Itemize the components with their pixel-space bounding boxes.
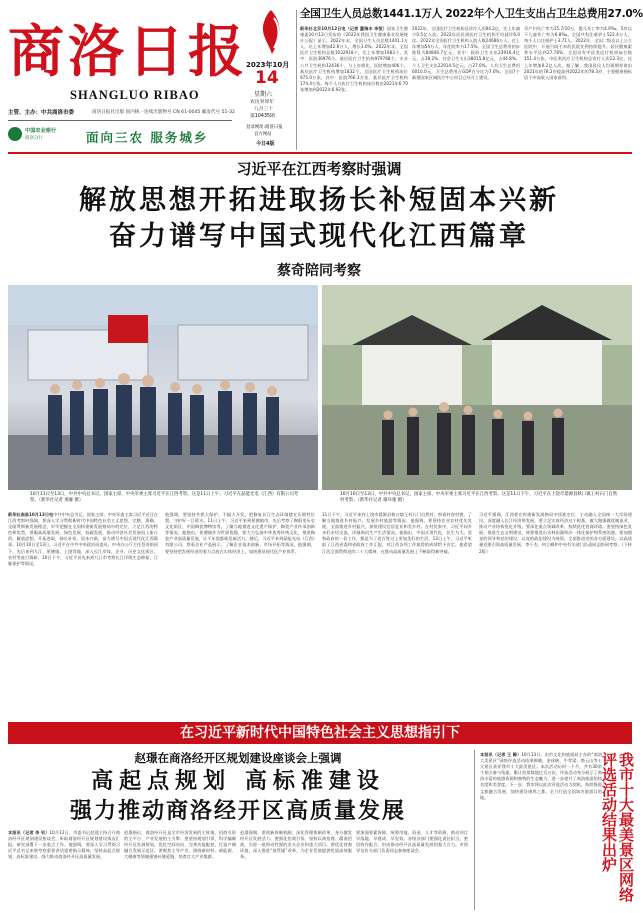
main-body-col-1: 新华社南昌10月13日电中共中央总书记、国家主席、中央军委主席习近平近日在江西考察时强调，要深入学习贯彻新时代中国特色社会主义思想，完整、准确、全面贯彻新发展理念，牢牢把握在全国构建新发展格局中的定位，立足江西的特色和优势，着眼高质量发展、绿色发展、低碳发展，推动经济社会发展再上新台阶，解放思想、开拓进取，扬长补短、固本兴新，奋力谱写中国式现代化江西篇章。10月10日至13日，习近平在中共中央政治局委员、中央办公厅主任蔡奇陪同下，先后来到九江、景德镇、上饶等地，深入长江岸线、企业、历史文化街区、农村等进行调研。10日下午，习近平首先来到九江市考察长江岸线生态修复、江豚保护等情况。 — [8, 512, 158, 566]
caption-right-credit: （新华社记者 谢环驰 摄） — [357, 498, 407, 503]
caption-left — [30, 492, 300, 504]
newspaper-emblem — [250, 8, 292, 56]
bank-name: 中国农业银行 — [25, 128, 57, 134]
main-subhead: 蔡奇陪同考察 — [277, 263, 361, 279]
second-kicker: 赵璟在商洛经开区规划建设座谈会上强调 — [134, 751, 342, 765]
date-divider — [296, 10, 297, 150]
lunar-date-2: 八月三十 — [254, 107, 274, 112]
masthead-info: 商洛日报社出版 国内统一连续出版物号 CN 61-0045 邮发代号 51-32 — [92, 110, 235, 115]
issue-number: 第10435期 — [250, 114, 275, 119]
main-headline-2: 奋力谱写中国式现代化江西篇章 — [109, 221, 529, 252]
caption-left-text: 10月11日至13日，中共中央总书记、国家主席、中央军委主席习近平在江西考察。这是11日上午，习近平在晶能光电（江西）有限公司考察。 — [30, 492, 299, 503]
side-story-divider — [474, 750, 475, 910]
main-kicker: 习近平在江西考察时强调 — [236, 160, 402, 178]
masthead-rule — [8, 120, 232, 121]
photo-village-visit — [322, 285, 632, 490]
top-story — [300, 6, 643, 150]
main-body-col-4: 习近平强调，江西要在构建新发展格局中找准定位，主动融入全国统一大市场建设，深度融入长江经济带发展。要立足实体经济这个根基，做大做强做优制造业，推动产业结构优化升级。要深化重点领域改革，持续优化营商环境。要坚持绿色发展，推进生态文明建设，统筹推进山水林田湖草沙一体化保护和系统治理。要加强党的领导和党的建设，以党的政治建设为统领，全面推进党的各方面建设，以高质量党建引领高质量发展。李干杰、何立峰和中央有关部门负责同志陪同考察。（下转2版） — [479, 512, 632, 554]
second-body-col-4: 要加强要素保障，统筹用地、资金、人才等资源，推动项目早落地、早建成、早见效。各级各部门要强化责任担当，密切协作配合，形成推动经开区高质量发展的强大合力。市领导及有关部门负责同志参加座谈会。 — [356, 830, 468, 854]
side-story-body: 本报讯（记者 王 静）10月13日，由市文化和旅游局主办的“商洛大美景区”网络评选活动结果揭晓，金丝峡、牛背梁、塔云山等十大景区获评我市十大最美景区。本次活动历时一个月，共有30余个景区参与角逐，累计投票数超过百万次。评选活动充分展示了商洛丰富的旅游资源和独特的生态魅力，进一步提升了商洛旅游的知名度和美誉度。下一步，我市将以此次评选活动为契机，持续推进文旅融合发展，加快建设康养之都，全力打造全国知名旅游目的地。 — [480, 752, 603, 800]
weekday: 星期六 — [254, 91, 273, 98]
second-headline-1: 高起点规划 高标准建设 — [91, 769, 385, 794]
main-headline-1: 解放思想开拓进取扬长补短固本兴新 — [79, 185, 559, 216]
top-story-headline: 全国卫生人员总数1441.1万人 2022年个人卫生支出占卫生总费用27.0% — [300, 8, 643, 20]
masthead-bottom-rule — [8, 152, 632, 154]
bank-slogan: 面向三农 服务城乡 — [86, 130, 209, 145]
issue-site: 登录网址:商洛日报 — [246, 125, 283, 130]
theme-banner — [8, 722, 632, 744]
theme-banner-text: 在习近平新时代中国特色社会主义思想指引下 — [180, 725, 460, 741]
second-body-col-1: 本报讯（记者 李 钊）10月12日，市委书记赵璟主持召开商洛经开区规划建设座谈会，听取商洛经开区规划建设情况汇报，研究部署下一步重点工作。他强调，要深入学习贯彻习近平总书记来陕考察重要讲话重要指示精神，坚持高起点规划、高标准建设，强力推动商洛经开区高质量发展。 — [8, 830, 120, 860]
date-day: 14 — [255, 68, 279, 88]
top-story-col-2: 2022年，全国医疗卫生机构总诊疗人次84.2亿，比上年减少0.5亿人次。2022年居民到医疗卫生机构平均就诊6.0次。2022年全国医疗卫生机构入院人数24686万人，比上年增加54万人，年住院率为17.5%。全国卫生总费用初步推算为84846.7亿元，其中：政府卫生支出23916.4亿元，占28.2%；社会卫生支出38015.8亿元，占44.8%；个人卫生支出22914.5亿元，占27.0%。人均卫生总费用6010.0元，卫生总费用占GDP百分比为7.0%。全国7个新建国家区域医疗中心项目已经开工建设。 — [412, 26, 520, 80]
main-body-col-3: 11日下午，习近平来到上饶市婺源县秋口镇王村石门自然村，察看村容村貌，了解当地推进乡村振兴、发展乡村旅游等情况。他强调，要坚持农业农村优先发展，全面推进乡村振兴，加快建设宜居宜业和美乡村。在村民家中，习近平同乡亲们亲切交流，详细询问生产生活情况。他指出，中国式现代化，民生为大。党和政府的一切工作，都是为了老百姓过上更加美好的生活。13日上午，习近平听取了江西省委和省政府工作汇报，对江西各项工作取得的成绩给予肯定。他希望江西全面贯彻党的二十大精神，在推动高质量发展上不断取得新突破。 — [322, 512, 472, 554]
top-story-col-3: 孕产妇死亡率为15.7/10万，婴儿死亡率为4.9‰，5岁以下儿童死亡率为6.8‰。全国共有注册护士522.4万人，每千人口注册护士3.71人。2022年，全国二级及以上公立医院中，开展日间手术的医院比例持续提升。居民健康素养水平达到27.78%。全国设有中医类医疗机构床位数151.4万张。中医类医疗卫生机构总诊疗人次12.3亿，比上年增加0.2亿人次。据了解，我国居民人均预期寿命由2021年的78.2岁提高到2022年的78.3岁，主要健康指标居于中高收入国家前列。 — [524, 26, 632, 80]
second-body-col-2: 赵璟指出，商洛经开区是全市经济发展的主阵地、招商引资的主平台、产业发展的主引擎。要坚持规划引领，科学编制经开区发展规划，优化空间布局，完善功能配套，打造产城融合发展示范区。要聚焦主导产业，围绕新材料、新能源、大健康等领域强链补链延链，培育壮大产业集群。 — [124, 830, 236, 860]
bank-sub: 商洛分行 — [25, 136, 43, 141]
issue-site2: 官方网站 — [254, 132, 272, 137]
bank-ad — [8, 124, 240, 148]
lunar-date-1: 农历癸卯年 — [250, 100, 274, 105]
caption-right-text: 10月10日至13日，中共中央总书记、国家主席、中央军委主席习近平在江西考察。这是11日下午，习近平在上饶市婺源县秋口镇王村石门自然村考察。 — [340, 492, 618, 503]
side-story-headline: 我市十大最美景区网络评选活动结果出炉 — [600, 752, 635, 902]
issue-pages: 今日4版 — [256, 141, 275, 147]
top-story-col-1: 新华社北京10月12日电（记者 董瑞丰 李恒）国家卫生健康委10月12日发布的《2022年我国卫生健康事业发展统计公报》显示，2022年末，全国卫生人员总数1441.1万人，比上年增加42.6万人，增长3.0%。2022年末，全国医疗卫生机构总数1032918个，比上年增加1983个。其中：医院36976个，基层医疗卫生机构979768个，专业公共卫生机构12436个。与上年相比，医院增加406个，基层医疗卫生机构增加1832个。全国医疗卫生机构床位975.0万张，其中：医院766.3万张，基层医疗卫生机构174.4万张。每千人口医疗卫生机构床位数由2021年6.70张增加到2022年6.92张。 — [300, 26, 408, 92]
photo-factory-visit — [8, 285, 318, 490]
masthead-sponsor: 主管、主办：中共商洛市委 — [8, 110, 75, 116]
top-story-lead: 新华社北京10月12日电（记者 董瑞丰 李恒） — [300, 26, 387, 31]
main-body-col-2: 他强调，要坚持共抓大保护、不搞大开发，把修复长江生态环境摆在压倒性位置，守护好一江碧水。11日上午，习近平来到景德镇市，先后考察了陶阳里历史文化街区、中国陶瓷博物馆等，了解当地推进文化遗产保护、陶瓷产业传承创新等情况。他指出，景德镇作为世界瓷都，要大力弘扬中华优秀传统文化，推进陶瓷产业高质量发展，让千年瓷都焕发新活力。随后，习近平来到晶能光电（江西）有限公司，察看企业产品展示，了解企业技术创新、市场开拓等情况。他强调，要坚持把发展经济的着力点放在实体经济上，加快建设现代化产业体系。 — [165, 512, 315, 554]
main-dateline: 新华社南昌10月13日电 — [8, 512, 54, 517]
second-byline: 本报讯（记者 李 钊） — [8, 830, 50, 835]
bank-logo-icon — [8, 127, 22, 141]
masthead-title: 商洛日报 — [8, 19, 248, 85]
masthead-pinyin: SHANGLUO RIBAO — [70, 88, 200, 102]
second-headline-2: 强力推动商洛经开区高质量发展 — [69, 799, 406, 824]
second-body-col-3: 赵璟强调，要创新体制机制，深化管理体制改革，充分激发经开区发展活力。要强化招商引资，坚持以商招商、精准招商，引进一批带动性强的龙头企业和重大项目。要优化营商环境，深入推进“放管服”改革，为企业发展提供优质高效服务。 — [240, 830, 352, 860]
date-year-month: 2023年10月 — [246, 61, 290, 69]
side-story-byline: 本报讯（记者 王 静） — [480, 752, 522, 757]
caption-right — [340, 492, 620, 504]
caption-left-credit: （新华社记者 燕雁 摄） — [38, 498, 84, 503]
